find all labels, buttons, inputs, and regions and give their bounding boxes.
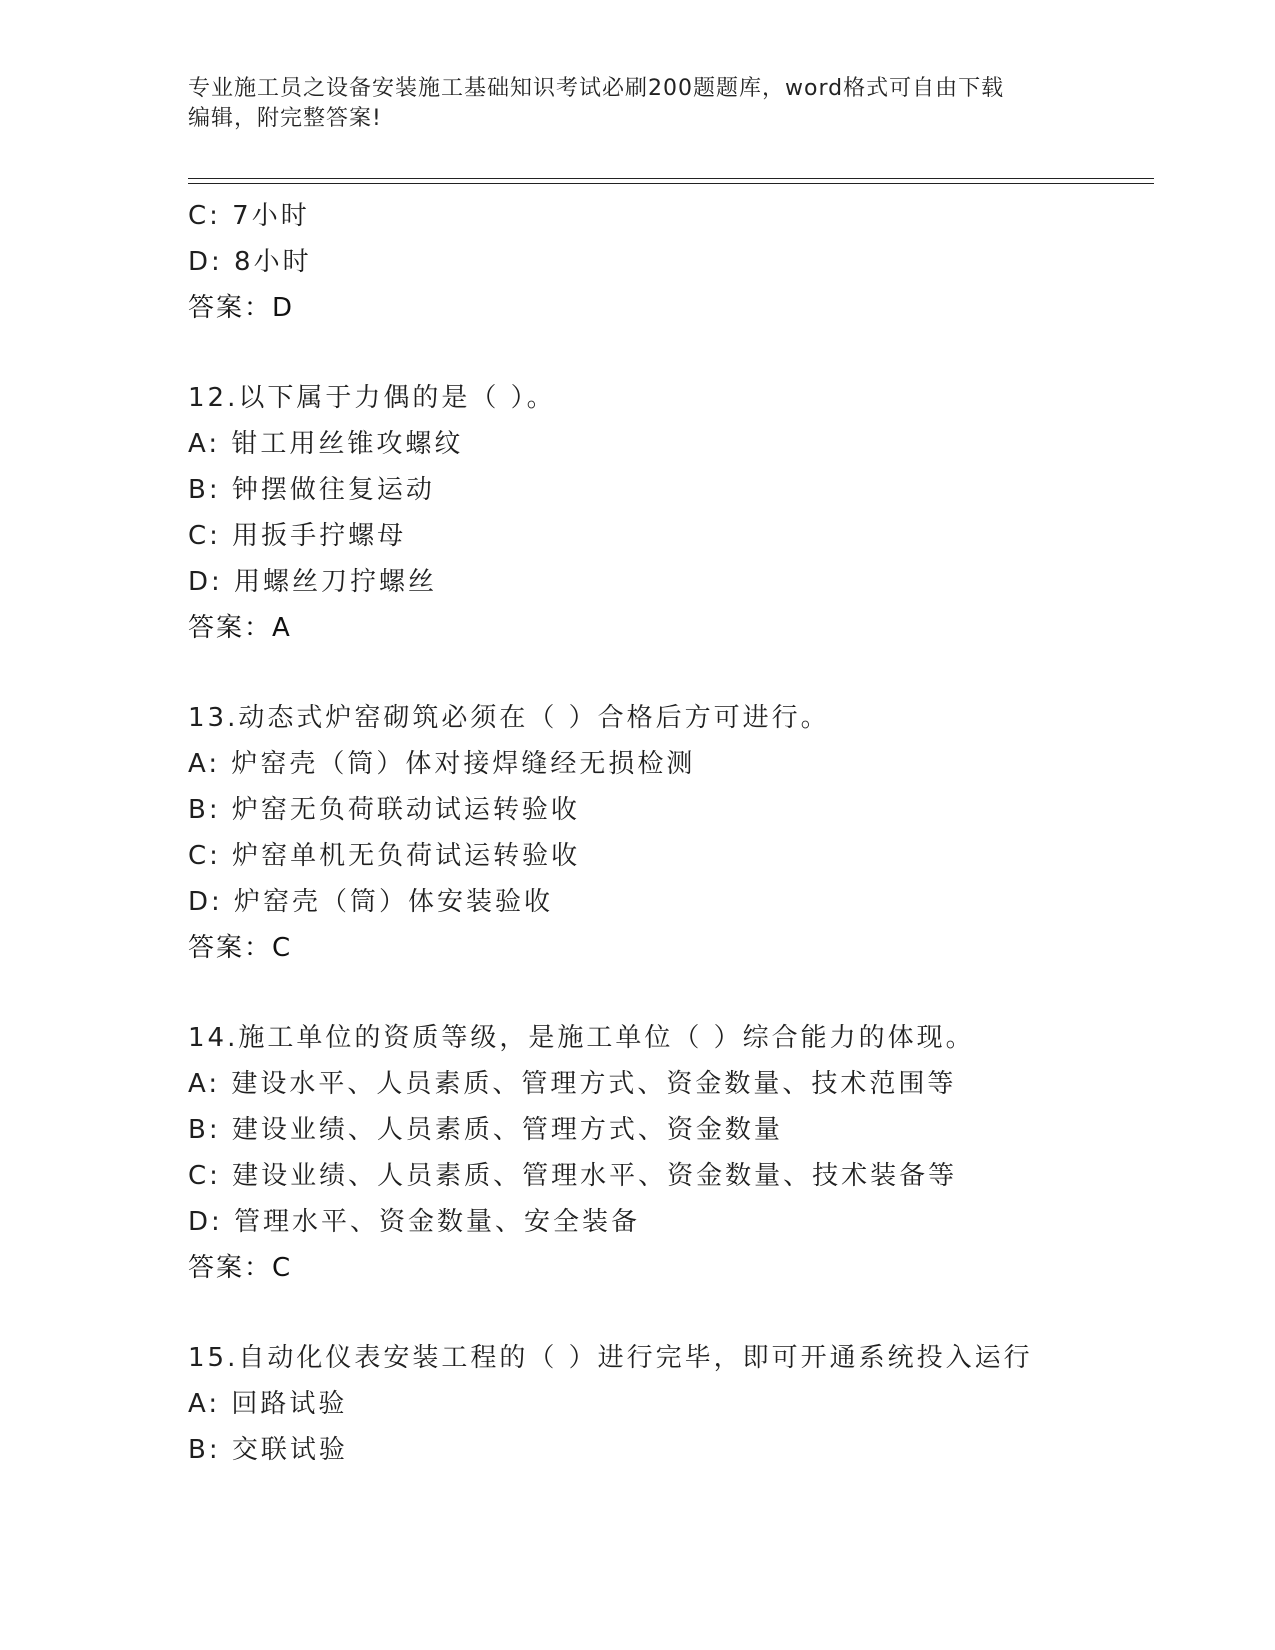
option-c: C: 炉窑单机无负荷试运转验收: [188, 841, 581, 871]
question-list: [188, 193, 1154, 1473]
header-line-2: 编辑，附完整答案!: [188, 106, 382, 131]
question-11-tail: [188, 193, 1154, 331]
question-stem: 14.施工单位的资质等级，是施工单位（ ）综合能力的体现。: [188, 1023, 975, 1053]
question-12: [188, 375, 1154, 651]
question-stem: 12.以下属于力偶的是（ ）。: [188, 383, 556, 413]
answer: 答案：D: [188, 293, 295, 323]
option-d: D: 炉窑壳（筒）体安装验收: [188, 887, 554, 917]
question-15: [188, 1335, 1154, 1473]
spacer: [188, 651, 1154, 695]
option-b: B: 钟摆做往复运动: [188, 475, 435, 505]
option-a: A: 回路试验: [188, 1389, 348, 1419]
spacer: [188, 1291, 1154, 1335]
option-b: B: 交联试验: [188, 1435, 348, 1465]
option-a: A: 钳工用丝锥攻螺纹: [188, 429, 464, 459]
answer: 答案：C: [188, 933, 293, 963]
header-divider-top: [188, 178, 1154, 179]
header-line-1: 专业施工员之设备安装施工基础知识考试必刷200题题库，word格式可自由下载: [188, 76, 1005, 101]
option-d: D: 管理水平、资金数量、安全装备: [188, 1207, 641, 1237]
spacer: [188, 971, 1154, 1015]
answer: 答案：A: [188, 613, 292, 643]
header-divider-bottom: [188, 183, 1154, 184]
question-13: [188, 695, 1154, 971]
question-14: [188, 1015, 1154, 1291]
option-a: A: 建设水平、人员素质、管理方式、资金数量、技术范围等: [188, 1069, 957, 1099]
option-c: C: 用扳手拧螺母: [188, 521, 407, 551]
document-header: [188, 74, 1088, 134]
option-d: D: 用螺丝刀拧螺丝: [188, 567, 438, 597]
question-stem: 13.动态式炉窑砌筑必须在（ ）合格后方可进行。: [188, 703, 830, 733]
spacer: [188, 331, 1154, 375]
option-b: B: 建设业绩、人员素质、管理方式、资金数量: [188, 1115, 783, 1145]
option-d: D: 8小时: [188, 247, 312, 277]
option-c: C: 7小时: [188, 201, 310, 231]
option-c: C: 建设业绩、人员素质、管理水平、资金数量、技术装备等: [188, 1161, 958, 1191]
answer: 答案：C: [188, 1253, 293, 1283]
question-stem: 15.自动化仪表安装工程的（ ）进行完毕，即可开通系统投入运行: [188, 1343, 1033, 1373]
option-b: B: 炉窑无负荷联动试运转验收: [188, 795, 580, 825]
option-a: A: 炉窑壳（筒）体对接焊缝经无损检测: [188, 749, 696, 779]
